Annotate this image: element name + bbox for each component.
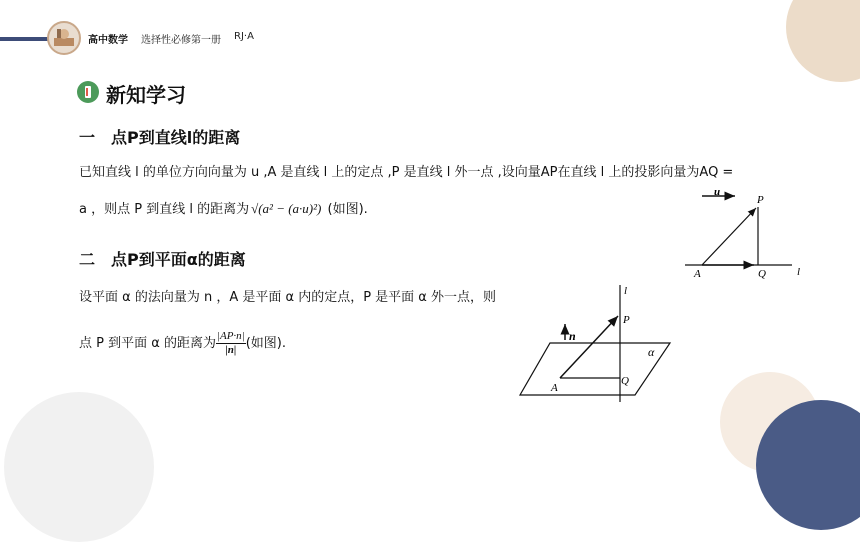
fraction-numerator: |AP·n| [216,330,245,342]
part2-line2-text: 点 P 到平面 α 的距离为 [79,336,216,351]
edition-label: RJ·A [234,31,254,42]
part2-line2 [79,330,286,357]
logo [47,21,81,55]
header-accent-line [0,37,50,41]
fig1-label-A: A [694,268,701,280]
part1-line2-text: a ，则点 P 到直线 l 的距离为 [79,202,250,217]
section-icon [77,81,99,103]
decor-circle-bottom-left [4,392,154,542]
decor-circle-top-right [786,0,860,82]
part2-heading: 二 点P到平面α的距离 [79,250,246,269]
figure-point-plane [515,280,675,405]
distance-formula: √(a² − (a·u)²) [251,201,322,216]
fig1-label-u: u [714,186,721,198]
fig2-label-Q: Q [621,375,629,387]
figure-point-line [680,185,810,280]
fig1-label-P: P [757,194,764,206]
part1-line2-suffix: (如图). [323,202,368,217]
book-name: 选择性必修第一册 [141,35,221,46]
fig2-label-A: A [551,382,558,394]
distance-fraction [216,330,246,357]
course-name: 高中数学 [88,35,128,46]
fig2-label-n: n [569,329,576,343]
part1-line1: 已知直线 l 的单位方向向量为 u ,A 是直线 l 上的定点 ,P 是直线 l 外一点 ,设向量AP在直线 l 上的投影向量为AQ = [79,165,734,180]
section-title: 新知学习 [106,83,186,107]
fraction-denominator: |n| [225,344,237,356]
part2-line1: 设平面 α 的法向量为 n ，A 是平面 α 内的定点，P 是平面 α 外一点，则 [79,290,497,305]
part1-heading: 一 点P到直线l的距离 [79,128,241,147]
fig1-label-Q: Q [758,268,766,280]
fig2-label-P: P [623,314,630,326]
fig2-label-l: l [624,285,628,297]
part1-line2 [79,198,368,217]
fig2-label-alpha: α [648,345,655,359]
fig1-label-l: l [797,266,801,278]
part2-line2-suffix: (如图). [245,336,286,351]
